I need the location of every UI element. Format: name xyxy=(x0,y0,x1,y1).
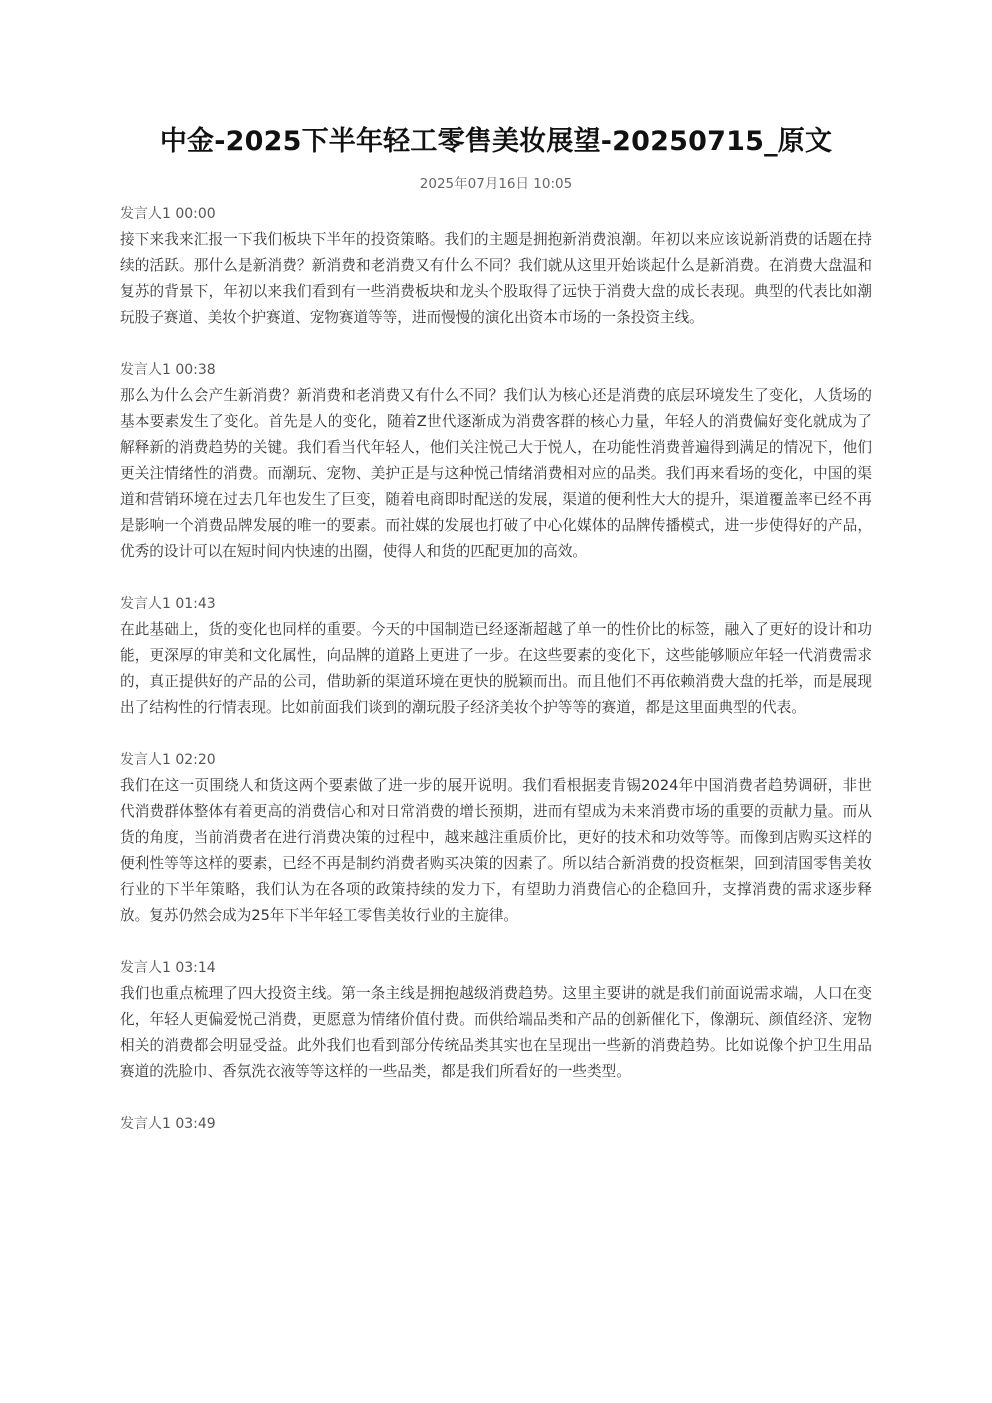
transcript-paragraph: 接下来我来汇报一下我们板块下半年的投资策略。我们的主题是拥抱新消费浪潮。年初以来应该说新消费的话题在持续的活跃。那什么是新消费？新消费和老消费又有什么不同？我们就从这里开始谈起什么是新消费。在消费大盘温和复苏的背景下，年初以来我们看到有一些消费板块和龙头个股取得了远快于消费大盘的成长表现。典型的代表比如潮玩股子赛道、美妆个护赛道、宠物赛道等等，进而慢慢的演化出资本市场的一条投资主线。 xyxy=(120,231,872,326)
speaker-timestamp: 发言人1 00:38 xyxy=(120,362,216,378)
transcript-section xyxy=(120,955,872,1085)
speaker-timestamp: 发言人1 03:49 xyxy=(120,1116,216,1132)
transcript-section xyxy=(120,357,872,565)
speaker-timestamp: 发言人1 01:43 xyxy=(120,596,216,612)
transcript-paragraph: 我们在这一页围绕人和货这两个要素做了进一步的展开说明。我们看根据麦肯锡2024年中国消费者趋势调研，非世代消费群体整体有着更高的消费信心和对日常消费的增长预期，进而有望成为未来消费市场的重要的贡献力量。而从货的角度，当前消费者在进行消费决策的过程中，越来越注重质价比，更好的技术和功效等等。而像到店购买这样的便利性等等这样的要素，已经不再是制约消费者购买决策的因素了。所以结合新消费的投资框架，回到清国零售美妆行业的下半年策略，我们认为在各项的政策持续的发力下，有望助力消费信心的企稳回升，支撑消费的需求逐步释放。复苏仍然会成为25年下半年轻工零售美妆行业的主旋律。 xyxy=(120,777,872,924)
document-date: 2025年07月16日 10:05 xyxy=(419,176,573,192)
transcript-paragraph: 我们也重点梳理了四大投资主线。第一条主线是拥抱越级消费趋势。这里主要讲的就是我们前面说需求端，人口在变化，年轻人更偏爱悦己消费，更愿意为情绪价值付费。而供给端品类和产品的创新催化下，像潮玩、颜值经济、宠物相关的消费都会明显受益。此外我们也看到部分传统品类其实也在呈现出一些新的消费趋势。比如说像个护卫生用品赛道的洗脸巾、香氛洗衣液等等这样的一些品类，都是我们所看好的一些类型。 xyxy=(120,985,872,1080)
speaker-timestamp: 发言人1 02:20 xyxy=(120,752,216,768)
transcript-section xyxy=(120,201,872,331)
transcript-section xyxy=(120,747,872,929)
transcript-section xyxy=(120,1111,872,1137)
document-title: 中金-2025下半年轻工零售美妆展望-20250715_原文 xyxy=(159,126,833,157)
transcript-section xyxy=(120,591,872,721)
speaker-timestamp: 发言人1 00:00 xyxy=(120,206,216,222)
speaker-timestamp: 发言人1 03:14 xyxy=(120,960,216,976)
transcript-paragraph: 在此基础上，货的变化也同样的重要。今天的中国制造已经逐渐超越了单一的性价比的标签，融入了更好的设计和功能，更深厚的审美和文化属性，向品牌的道路上更进了一步。在这些要素的变化下，这些能够顺应年轻一代消费需求的，真正提供好的产品的公司，借助新的渠道环境在更快的脱颖而出。而且他们不再依赖消费大盘的托举，而是展现出了结构性的行情表现。比如前面我们谈到的潮玩股子经济美妆个护等等的赛道，都是这里面典型的代表。 xyxy=(120,621,872,716)
transcript-paragraph: 那么为什么会产生新消费？新消费和老消费又有什么不同？我们认为核心还是消费的底层环境发生了变化，人货场的基本要素发生了变化。首先是人的变化，随着Z世代逐渐成为消费客群的核心力量，年轻人的消费偏好变化就成为了解释新的消费趋势的关键。我们看当代年轻人，他们关注悦己大于悦人，在功能性消费普遍得到满足的情况下，他们更关注情绪性的消费。而潮玩、宠物、美护正是与这种悦己情绪消费相对应的品类。我们再来看场的变化，中国的渠道和营销环境在过去几年也发生了巨变，随着电商即时配送的发展，渠道的便利性大大的提升，渠道覆盖率已经不再是影响一个消费品牌发展的唯一的要素。而社媒的发展也打破了中心化媒体的品牌传播模式，进一步使得好的产品，优秀的设计可以在短时间内快速的出圈，使得人和货的匹配更加的高效。 xyxy=(120,387,872,560)
document xyxy=(120,0,872,1137)
